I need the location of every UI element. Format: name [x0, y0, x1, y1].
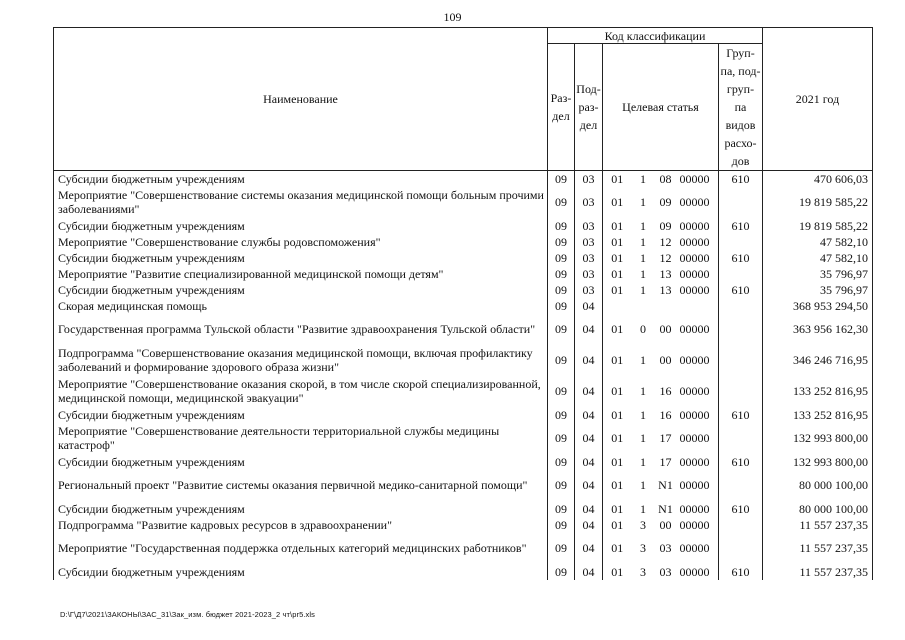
row-name: Мероприятие "Государственная поддержка отдельных категорий медицинских работников" [54, 533, 548, 564]
row-target-program: 01 [603, 423, 632, 454]
row-target-direction: 00000 [679, 218, 710, 233]
row-target-subprogram: 1 [640, 501, 646, 516]
row-razdel: 09 [548, 564, 575, 580]
row-razdel: 09 [548, 423, 575, 454]
table-row [54, 517, 873, 533]
row-razdel: 09 [548, 345, 575, 376]
header-target [603, 44, 719, 171]
row-expense-group [719, 266, 763, 282]
row-expense-group: 610 [719, 282, 763, 298]
row-target-subprogram: 1 [640, 282, 646, 297]
row-podrazdel: 04 [575, 533, 603, 564]
budget-table [53, 27, 873, 580]
row-target-direction: 00000 [679, 322, 710, 336]
row-podrazdel: 03 [575, 282, 603, 298]
row-target-event: 17 [659, 431, 672, 445]
row-target-program: 01 [603, 345, 632, 376]
row-target-direction: 00000 [679, 250, 710, 265]
row-podrazdel: 03 [575, 250, 603, 266]
row-target-event: 17 [659, 454, 672, 469]
table-row [54, 423, 873, 454]
header-razdel [548, 44, 575, 171]
row-podrazdel: 04 [575, 314, 603, 345]
row-expense-group [719, 314, 763, 345]
row-target-subprogram: 1 [640, 195, 646, 209]
row-podrazdel: 03 [575, 187, 603, 218]
row-amount: 35 796,97 [763, 282, 873, 298]
row-expense-group [719, 234, 763, 250]
row-target-direction: 00000 [679, 266, 710, 281]
row-amount: 19 819 585,22 [763, 218, 873, 234]
table-row [54, 282, 873, 298]
row-target-direction [677, 298, 719, 314]
row-podrazdel: 04 [575, 345, 603, 376]
row-podrazdel: 03 [575, 266, 603, 282]
row-razdel: 09 [548, 470, 575, 501]
row-razdel: 09 [548, 517, 575, 533]
row-podrazdel: 04 [575, 501, 603, 517]
header-vr-line: груп- [726, 82, 755, 96]
row-name: Субсидии бюджетным учреждениям [54, 282, 548, 298]
header-vr-line: видов [725, 118, 756, 132]
row-razdel: 09 [548, 250, 575, 266]
row-podrazdel: 04 [575, 407, 603, 423]
row-expense-group: 610 [719, 250, 763, 266]
row-expense-group [719, 470, 763, 501]
header-target-label: Целевая статья [622, 100, 699, 114]
row-target-program: 01 [603, 250, 632, 266]
row-target-program: 01 [603, 282, 632, 298]
row-target-direction: 00000 [679, 541, 710, 555]
row-target-subprogram [632, 298, 655, 314]
row-amount: 346 246 716,95 [763, 345, 873, 376]
row-target-subprogram: 1 [640, 234, 646, 249]
row-expense-group: 610 [719, 454, 763, 470]
row-target-program [603, 298, 632, 314]
row-target-direction: 00000 [679, 407, 710, 422]
row-amount: 470 606,03 [763, 171, 873, 187]
row-target-subprogram: 1 [640, 431, 646, 445]
row-podrazdel: 04 [575, 470, 603, 501]
row-amount: 47 582,10 [763, 250, 873, 266]
header-podrazdel-line: Под- [576, 82, 601, 96]
table-row [54, 376, 873, 407]
row-name: Субсидии бюджетным учреждениям [54, 218, 548, 234]
row-expense-group [719, 345, 763, 376]
row-name: Мероприятие "Совершенствование деятельности территориальной службы медицины катастроф" [54, 423, 548, 454]
row-target-subprogram: 1 [640, 266, 646, 281]
row-target-subprogram: 3 [640, 517, 646, 532]
row-razdel: 09 [548, 187, 575, 218]
table-row [54, 533, 873, 564]
file-path-footer: D:\Г\Д7\2021\ЗАКОНЫ\ЗАС_31\Зак_изм. бюджет 2021-2023_2 чт\pr5.xls [60, 610, 316, 619]
row-expense-group: 610 [719, 564, 763, 580]
table-row [54, 218, 873, 234]
header-code-group: Код классификации [548, 28, 763, 44]
row-razdel: 09 [548, 282, 575, 298]
row-target-event: 12 [659, 250, 672, 265]
row-razdel: 09 [548, 376, 575, 407]
row-target-event [655, 298, 677, 314]
page-number: 109 [443, 10, 462, 24]
row-amount: 132 993 800,00 [763, 454, 873, 470]
row-target-program: 01 [603, 501, 632, 517]
header-vr-line: расхо- [724, 136, 757, 150]
row-amount: 35 796,97 [763, 266, 873, 282]
row-razdel: 09 [548, 314, 575, 345]
row-expense-group [719, 517, 763, 533]
header-vr [719, 44, 763, 171]
row-expense-group: 610 [719, 218, 763, 234]
row-target-event: 13 [659, 282, 672, 297]
row-target-program: 01 [603, 533, 632, 564]
row-target-program: 01 [603, 187, 632, 218]
row-target-subprogram: 0 [640, 322, 646, 336]
row-name: Мероприятие "Совершенствование системы оказания медицинской помощи больным прочими заболеваниями" [54, 187, 548, 218]
table-row [54, 470, 873, 501]
row-expense-group [719, 187, 763, 218]
row-target-event: 09 [659, 195, 672, 209]
row-target-event: 03 [659, 564, 672, 579]
row-podrazdel: 04 [575, 517, 603, 533]
table-row [54, 266, 873, 282]
row-target-program: 01 [603, 218, 632, 234]
row-razdel: 09 [548, 266, 575, 282]
table-row [54, 314, 873, 345]
row-name: Государственная программа Тульской области "Развитие здравоохранения Тульской области" [54, 314, 548, 345]
row-name: Субсидии бюджетным учреждениям [54, 250, 548, 266]
row-name: Субсидии бюджетным учреждениям [54, 407, 548, 423]
row-target-event: 12 [659, 234, 672, 249]
row-target-program: 01 [603, 266, 632, 282]
header-podrazdel-line: раз- [578, 100, 599, 114]
row-target-direction: 00000 [679, 384, 710, 398]
table-row [54, 250, 873, 266]
row-target-program: 01 [603, 314, 632, 345]
row-target-event: 00 [659, 517, 672, 532]
row-expense-group [719, 376, 763, 407]
row-target-subprogram: 1 [640, 478, 646, 492]
row-razdel: 09 [548, 218, 575, 234]
row-target-subprogram: 1 [640, 454, 646, 469]
row-target-event: 03 [659, 541, 672, 555]
header-vr-line: Груп- [726, 46, 755, 60]
row-amount: 11 557 237,35 [763, 517, 873, 533]
row-target-event: 00 [659, 353, 672, 367]
row-target-program: 01 [603, 234, 632, 250]
row-target-event: 00 [659, 322, 672, 336]
table-row [54, 298, 873, 314]
row-name: Субсидии бюджетным учреждениям [54, 454, 548, 470]
row-name: Подпрограмма "Совершенствование оказания медицинской помощи, включая профилактику заболеваний и формирование здорового образа жизни" [54, 345, 548, 376]
table-row [54, 187, 873, 218]
row-name: Субсидии бюджетным учреждениям [54, 501, 548, 517]
row-amount: 133 252 816,95 [763, 376, 873, 407]
row-target-program: 01 [603, 517, 632, 533]
row-podrazdel: 04 [575, 564, 603, 580]
row-target-event: 08 [659, 171, 672, 186]
row-expense-group [719, 423, 763, 454]
row-podrazdel: 03 [575, 171, 603, 187]
row-razdel: 09 [548, 533, 575, 564]
row-target-program: 01 [603, 470, 632, 501]
row-amount: 368 953 294,50 [763, 298, 873, 314]
row-target-direction: 00000 [679, 353, 710, 367]
row-target-direction: 00000 [679, 564, 710, 579]
row-podrazdel: 04 [575, 376, 603, 407]
row-target-subprogram: 1 [640, 171, 646, 186]
row-target-event: N1 [658, 478, 673, 492]
row-target-event: 09 [659, 218, 672, 233]
table-row [54, 407, 873, 423]
table-row [54, 454, 873, 470]
row-target-subprogram: 1 [640, 407, 646, 422]
header-razdel-line: дел [552, 109, 570, 123]
row-target-subprogram: 3 [640, 564, 646, 579]
row-name: Мероприятие "Совершенствование службы родовспоможения" [54, 234, 548, 250]
row-target-subprogram: 1 [640, 250, 646, 265]
row-target-direction: 00000 [679, 501, 710, 516]
row-razdel: 09 [548, 234, 575, 250]
row-name: Субсидии бюджетным учреждениям [54, 564, 548, 580]
row-amount: 80 000 100,00 [763, 470, 873, 501]
row-target-event: 16 [659, 407, 672, 422]
row-amount: 133 252 816,95 [763, 407, 873, 423]
row-target-event: N1 [658, 501, 673, 516]
table-row [54, 345, 873, 376]
row-amount: 19 819 585,22 [763, 187, 873, 218]
row-target-program: 01 [603, 454, 632, 470]
row-podrazdel: 04 [575, 454, 603, 470]
row-target-direction: 00000 [679, 195, 710, 209]
row-amount: 47 582,10 [763, 234, 873, 250]
table-row [54, 171, 873, 187]
header-name: Наименование [54, 28, 548, 171]
row-target-direction: 00000 [679, 454, 710, 469]
row-name: Субсидии бюджетным учреждениям [54, 171, 548, 187]
row-target-event: 13 [659, 266, 672, 281]
row-name: Региональный проект "Развитие системы оказания первичной медико-санитарной помощи" [54, 470, 548, 501]
row-target-direction: 00000 [679, 517, 710, 532]
row-target-program: 01 [603, 171, 632, 187]
row-podrazdel: 04 [575, 298, 603, 314]
row-target-direction: 00000 [679, 234, 710, 249]
header-vr-line: дов [731, 154, 750, 168]
row-target-direction: 00000 [679, 478, 710, 492]
row-name: Подпрограмма "Развитие кадровых ресурсов в здравоохранении" [54, 517, 548, 533]
table-row [54, 234, 873, 250]
row-target-subprogram: 1 [640, 384, 646, 398]
row-podrazdel: 04 [575, 423, 603, 454]
header-vr-line: па [734, 100, 747, 114]
row-target-subprogram: 1 [640, 218, 646, 233]
row-amount: 132 993 800,00 [763, 423, 873, 454]
row-target-subprogram: 1 [640, 353, 646, 367]
row-name: Мероприятие "Совершенствование оказания скорой, в том числе скорой специализированной, медицинской помощи, медицинской эвакуации" [54, 376, 548, 407]
row-target-direction: 00000 [679, 282, 710, 297]
table-row [54, 564, 873, 580]
row-target-program: 01 [603, 407, 632, 423]
header-podrazdel-line: дел [579, 118, 598, 132]
row-target-subprogram: 3 [640, 541, 646, 555]
row-expense-group [719, 533, 763, 564]
row-razdel: 09 [548, 298, 575, 314]
header-year: 2021 год [763, 28, 873, 171]
header-vr-line: па, под- [720, 64, 761, 78]
row-razdel: 09 [548, 407, 575, 423]
row-razdel: 09 [548, 454, 575, 470]
row-razdel: 09 [548, 501, 575, 517]
row-amount: 11 557 237,35 [763, 564, 873, 580]
row-target-direction: 00000 [679, 171, 710, 186]
header-podrazdel [575, 44, 603, 171]
row-name: Мероприятие "Развитие специализированной медицинской помощи детям" [54, 266, 548, 282]
row-expense-group: 610 [719, 171, 763, 187]
row-target-direction: 00000 [679, 431, 710, 445]
row-expense-group: 610 [719, 501, 763, 517]
row-podrazdel: 03 [575, 234, 603, 250]
row-target-event: 16 [659, 384, 672, 398]
row-amount: 363 956 162,30 [763, 314, 873, 345]
row-podrazdel: 03 [575, 218, 603, 234]
row-expense-group: 610 [719, 407, 763, 423]
table-row [54, 501, 873, 517]
row-razdel: 09 [548, 171, 575, 187]
row-target-program: 01 [603, 376, 632, 407]
row-amount: 80 000 100,00 [763, 501, 873, 517]
row-amount: 11 557 237,35 [763, 533, 873, 564]
row-expense-group [719, 298, 763, 314]
row-target-program: 01 [603, 564, 632, 580]
header-razdel-line: Раз- [550, 91, 572, 105]
row-name: Скорая медицинская помощь [54, 298, 548, 314]
